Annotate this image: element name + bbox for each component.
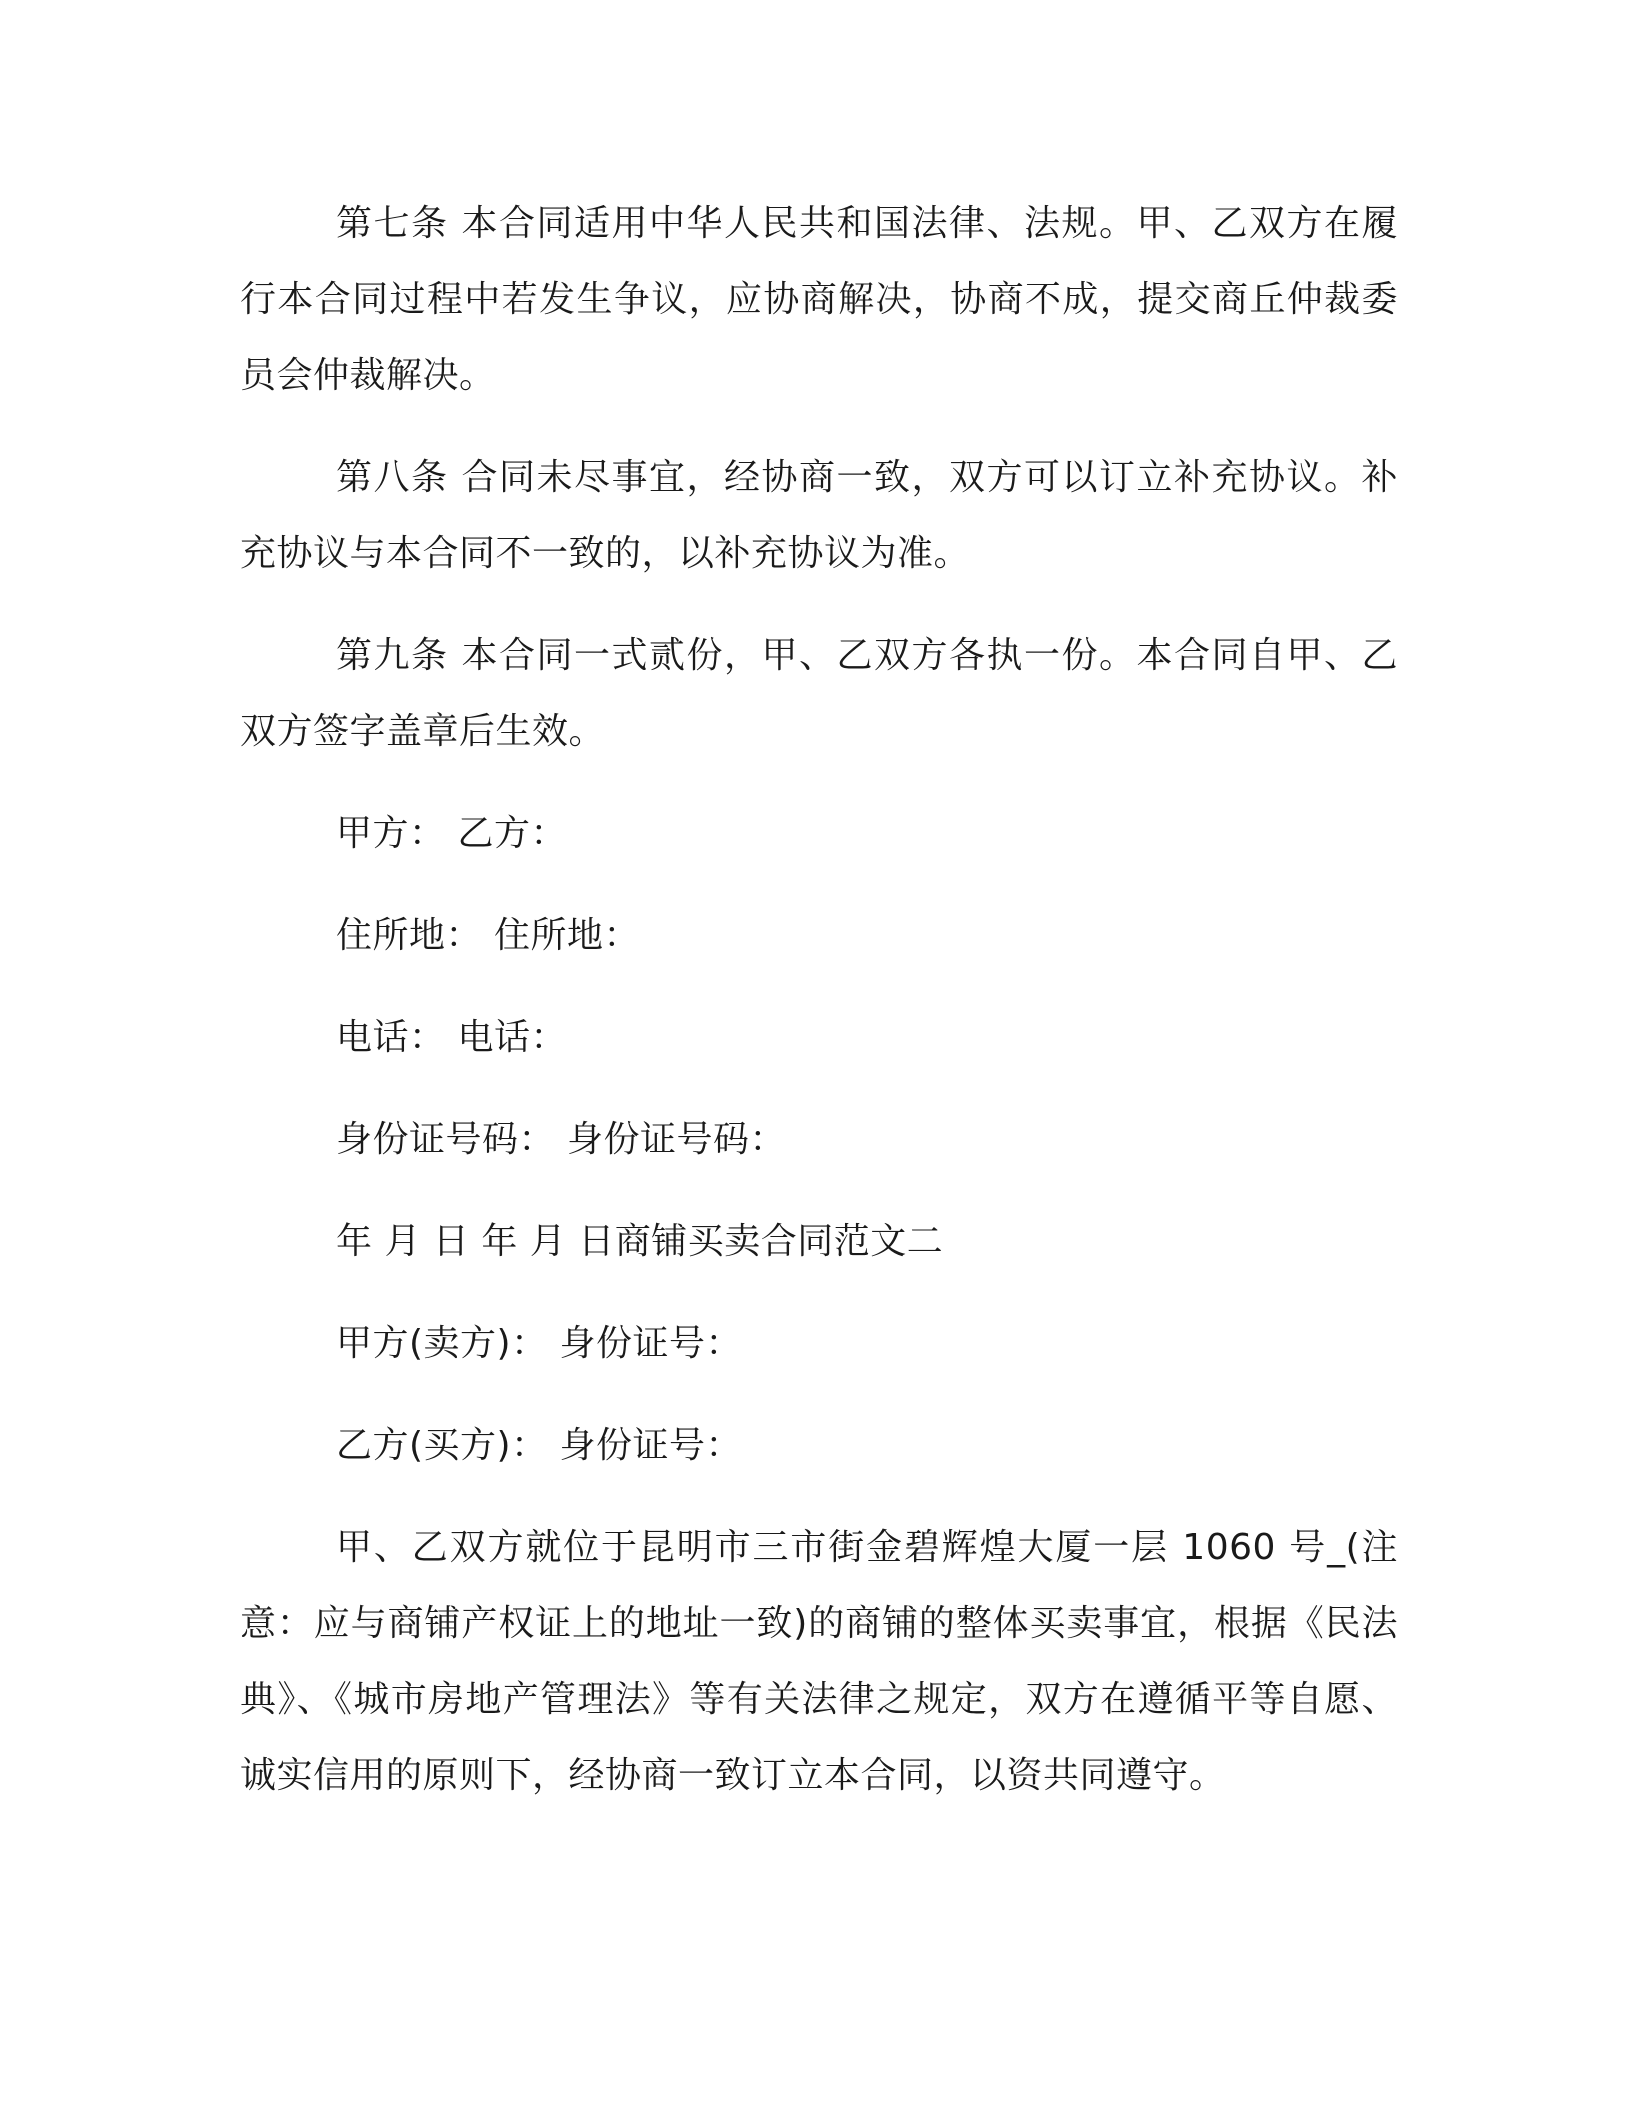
article-9-paragraph: 第九条 本合同一式贰份，甲、乙双方各执一份。本合同自甲、乙双方签字盖章后生效。 xyxy=(240,635,1398,752)
date-and-title-line: 年 月 日 年 月 日商铺买卖合同范文二 xyxy=(336,1221,944,1262)
preamble-paragraph: 甲、乙双方就位于昆明市三市街金碧辉煌大厦一层 1060 号_(注意：应与商铺产权证上的地址一致)的商铺的整体买卖事宜，根据《民法典》、《城市房地产管理法》等有关法律之规定，双方在遵循平等自愿、诚实信用的原则下，经协商一致订立本合同，以资共同遵守。 xyxy=(240,1527,1398,1796)
article-8-paragraph: 第八条 合同未尽事宜，经协商一致，双方可以订立补充协议。补充协议与本合同不一致的，以补充协议为准。 xyxy=(240,457,1398,574)
party-line: 甲方： 乙方： xyxy=(336,813,567,854)
residence-line: 住所地： 住所地： xyxy=(336,915,640,956)
phone-line: 电话： 电话： xyxy=(336,1017,567,1058)
seller-line: 甲方(卖方)： 身份证号： xyxy=(336,1323,743,1364)
buyer-line: 乙方(买方)： 身份证号： xyxy=(336,1425,743,1466)
article-7-paragraph: 第七条 本合同适用中华人民共和国法律、法规。甲、乙双方在履行本合同过程中若发生争议，应协商解决，协商不成，提交商丘仲裁委员会仲裁解决。 xyxy=(240,203,1398,396)
document-body xyxy=(240,186,1398,1814)
id-number-line: 身份证号码： 身份证号码： xyxy=(336,1119,786,1160)
